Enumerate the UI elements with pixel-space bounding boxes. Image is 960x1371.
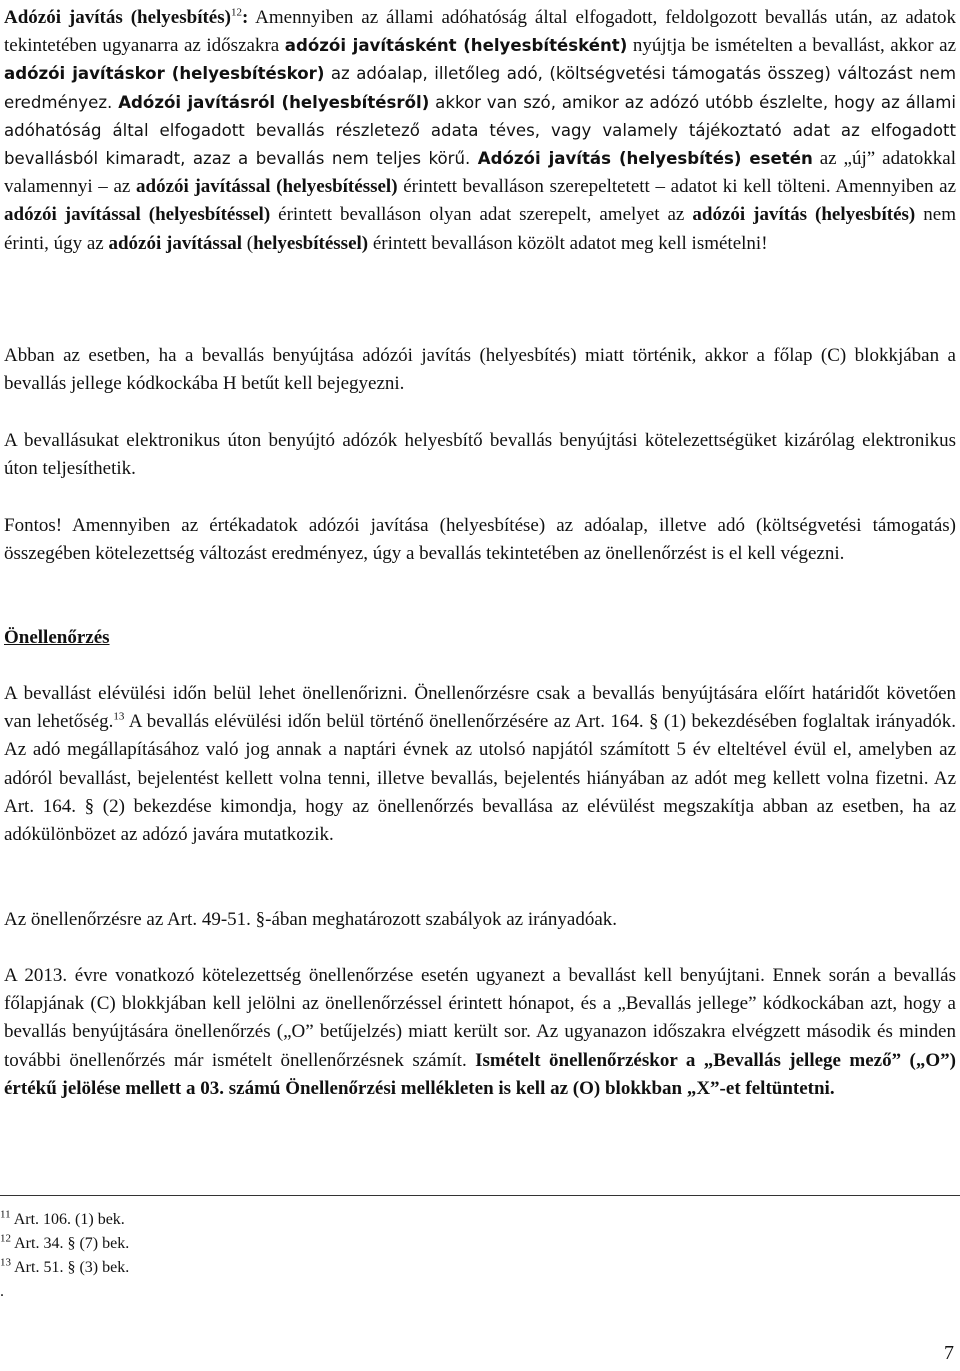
- bold-term: adózói javítással: [108, 232, 242, 254]
- text-run: Amennyiben az: [835, 176, 956, 198]
- footnotes: [0, 1208, 129, 1304]
- text-run: érintett bevalláson közölt adatot meg kell ismételni!: [368, 232, 768, 254]
- paragraph-onellenorzes: [4, 680, 956, 849]
- footnote-text: Art. 106. (1) bek.: [10, 1211, 125, 1228]
- text-run: nyújtja be ismételten a bevallást, akkor az: [627, 35, 956, 57]
- paragraph-2013: [4, 962, 956, 1103]
- footnote-text: Art. 51. § (3) bek.: [11, 1259, 130, 1276]
- paragraph-fontos: Fontos! Amennyiben az értékadatok adózói javítása (helyesbítése) az adóalap, illetve adó (költségvetési támogatás) összegében kötelezettség változást eredményez, úgy a bevallás tekintetében az önellenőrzést is el kell végezni.: [4, 515, 956, 565]
- footnote-separator: [0, 1195, 960, 1196]
- bold-term: adózói javítás (helyesbítés): [692, 204, 916, 226]
- footnote-12: [0, 1232, 129, 1256]
- bold-term: Adózói javítás (helyesbítés) esetén: [477, 149, 813, 169]
- bold-term: Adózói javításról (helyesbítésről): [118, 92, 430, 112]
- text-run: akkor van szó, amikor az adózó utóbb észlelte, hogy az állami adóhatóság által elfogadott bevallás részletező adata téves, vagy valamely tájékoztató adat az elfogadott bevallásból kimaradt, azaz a bevallás nem teljes körű.: [4, 92, 956, 169]
- text-run: A bevallás elévülési időn belül történő önellenőrzésére az Art. 164. § (1) bekezdésében foglaltak irányadók. Az adó megállapításához való jog annak a naptári évnek az utolsó napjától számított 5 év elteltével évül el, amelyben az adóról bevallást, bejelentést kellett volna tenni, illetve bevallás, bejelentés hiányában az adót meg kellett volna fizetni. Az Art. 164. § (2) bekezdése kimondja, hogy az önellenőrzés bevallása az elévülést megszakítja abban az esetben, ha az adókülönbözet az adózó javára mutatkozik.: [4, 711, 957, 846]
- paragraph-h-betu: Abban az esetben, ha a bevallás benyújtása adózói javítás (helyesbítés) miatt történik, akkor a főlap (C) blokkjában a bevallás jellege kódkockába H betűt kell bejegyezni.: [4, 345, 956, 395]
- footnote-ref-12: 12: [230, 6, 242, 19]
- paragraph-elektronikus: A bevallásukat elektronikus úton benyújtó adózók helyesbítő bevallás benyújtási kötelezettségüket kizárólag elektronikus úton teljesíthetik.: [4, 430, 956, 480]
- section-heading-onellenorzes: Önellenőrzés: [4, 627, 110, 648]
- footnote-11: [0, 1208, 129, 1232]
- bold-term: helyesbítéssel): [253, 232, 369, 254]
- text-run: nem érinti, úgy az: [4, 204, 956, 254]
- text-run: érintett bevalláson szerepeltetett – adatot ki kell tölteni.: [397, 176, 836, 198]
- bold-term: adózói javításkor (helyesbítéskor): [4, 64, 325, 84]
- text-run: az adóalap, illetőleg adó, (költségvetési támogatás összeg) változást nem eredményez.: [4, 64, 956, 112]
- text-run: A bevallást elévülési időn belül lehet önellenőrizni. Önellenőrzésre csak a bevallás benyújtására előírt határidőt követően van lehetőség.: [4, 683, 956, 733]
- footnote-end-mark: .: [0, 1283, 4, 1300]
- bold-term: adózói javítással (helyesbítéssel): [4, 204, 271, 226]
- text-run: (: [242, 232, 254, 254]
- footnote-text: Art. 34. § (7) bek.: [11, 1235, 130, 1252]
- colon: :: [241, 7, 249, 28]
- bold-term: adózói javítással (helyesbítéssel): [136, 176, 398, 198]
- bold-term: adózói javításként (helyesbítésként): [284, 36, 628, 56]
- footnote-ref-13: 13: [113, 710, 125, 723]
- text-run: érintett bevalláson olyan adat szerepelt, amelyet az: [270, 204, 693, 226]
- footnote-13: [0, 1256, 129, 1280]
- bold-instruction: Ismételt önellenőrzéskor a „Bevallás jellege mező” („O”) értékű jelölése mellett a 03. számú Önellenőrzési mellékleten is kell az (O) blokkban „X”-et feltüntetni.: [4, 1049, 956, 1099]
- text-run: Amennyiben az állami adóhatóság által elfogadott, feldolgozott bevallás után, az adatok tekintetében ugyanarra az időszakra: [4, 7, 957, 57]
- footnote-number: 11: [0, 1208, 11, 1221]
- term-adozoi-javitas: Adózói javítás (helyesbítés): [4, 7, 231, 28]
- text-run: A 2013. évre vonatkozó kötelezettség önellenőrzése esetén ugyanezt a bevallást kell benyújtani. Ennek során a bevallás főlapjának (C) blokkjában kell jelölni az önellenőrzéssel érintett hónapot, és a „Bevallás jellege” kódkockában azt, hogy a bevallás benyújtására önellenőrzés („O” betűjelzés) miatt került sor. Az ugyanazon időszakra elvégzett második és minden további önellenőrzés már ismételt önellenőrzésnek számít.: [4, 965, 956, 1071]
- paragraph-adozoi-javitas: [4, 4, 956, 258]
- page-number: 7: [944, 1342, 954, 1364]
- footnote-number: 12: [0, 1232, 11, 1245]
- text-run: az „új” adatokkal valamennyi – az: [4, 148, 956, 198]
- footnote-number: 13: [0, 1256, 11, 1269]
- paragraph-szabalyok: Az önellenőrzésre az Art. 49-51. §-ában meghatározott szabályok az irányadóak.: [4, 909, 618, 930]
